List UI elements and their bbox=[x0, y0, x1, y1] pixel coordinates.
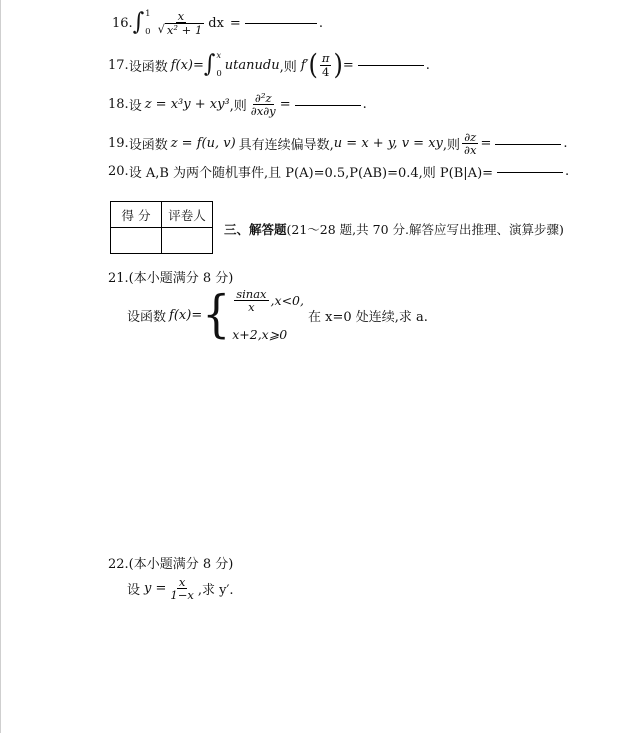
question-number: 18. bbox=[108, 97, 129, 113]
sqrt-radicand: x² + 1 bbox=[166, 23, 203, 38]
substitution-expression: u = x + y, v = xy bbox=[333, 136, 443, 152]
left-paren: ( bbox=[308, 48, 318, 82]
case-1 bbox=[232, 288, 304, 313]
connector-text: ,则 bbox=[442, 138, 461, 154]
question-22-header bbox=[108, 553, 233, 572]
piecewise-cases bbox=[232, 288, 304, 342]
grader-cell[interactable] bbox=[162, 228, 213, 254]
question-19: 19. 设函数 z = f(u, v) 具有连续偏导数, u = x + y, v = xy ,则 $\frac{\partial z}{\partial x}$ = . bbox=[108, 130, 568, 158]
question-number: 20. bbox=[108, 164, 129, 179]
question-header: 22.(本小题满分 8 分) bbox=[108, 557, 234, 572]
section-note: (21～28 题,共 70 分.解答应写出推理、演算步骤) bbox=[286, 222, 564, 237]
connector-text: ,则 bbox=[229, 99, 247, 115]
page-left-edge bbox=[0, 0, 1, 733]
integrand-fraction bbox=[156, 10, 207, 36]
answer-blank[interactable] bbox=[497, 171, 563, 173]
section-heading bbox=[224, 220, 564, 238]
lower-limit: 0 bbox=[216, 68, 222, 79]
partial-derivative-fraction bbox=[249, 92, 278, 117]
equals-sign: = bbox=[193, 57, 204, 73]
integral-limits bbox=[216, 52, 221, 78]
question-21-header bbox=[108, 267, 233, 286]
question-tail: 在 x=0 处连续,求 a. bbox=[307, 309, 428, 325]
integral-sign: ∫ bbox=[203, 50, 216, 79]
fraction-numerator: π bbox=[321, 51, 330, 66]
partial-derivative-fraction bbox=[462, 131, 478, 156]
fraction-numerator: x bbox=[177, 9, 185, 23]
equals-sign: = bbox=[279, 97, 291, 113]
question-number: 19. bbox=[108, 136, 129, 152]
question-text: 设 bbox=[127, 583, 141, 599]
function-expression: z = f(u, v) bbox=[170, 136, 236, 152]
argument-fraction bbox=[320, 52, 332, 77]
grader-header: 评卷人 bbox=[162, 202, 213, 228]
answer-blank[interactable] bbox=[358, 64, 424, 66]
left-brace: { bbox=[202, 285, 231, 344]
fraction-denominator: ∂x∂y bbox=[250, 104, 276, 119]
sqrt: √ x² + 1 bbox=[157, 22, 203, 38]
question-16: 16. ∫ 1 0 x √ x² + 1 dx = . bbox=[112, 8, 323, 38]
integral-sign: ∫ bbox=[132, 8, 145, 37]
answer-blank[interactable] bbox=[495, 143, 561, 145]
answer-blank[interactable] bbox=[245, 22, 317, 24]
question-number: 17. bbox=[108, 57, 129, 73]
integrand: utanudu bbox=[224, 57, 280, 73]
right-paren: ) bbox=[333, 48, 343, 82]
case-2: x+2,x⩾0 bbox=[232, 327, 288, 342]
upper-limit: 1 bbox=[145, 9, 151, 20]
function-expression: y = bbox=[144, 581, 167, 597]
fraction-denominator: 1−x bbox=[170, 588, 194, 603]
case-1-condition: ,x<0, bbox=[270, 293, 304, 309]
case-1-fraction bbox=[234, 288, 268, 313]
fraction-numerator: ∂z bbox=[464, 130, 477, 144]
answer-blank[interactable] bbox=[295, 104, 361, 106]
derivative-name: f′ bbox=[300, 57, 309, 73]
question-text: 设函数 bbox=[127, 309, 167, 325]
fraction-numerator: sinax bbox=[236, 287, 267, 301]
fraction-denominator: x bbox=[248, 300, 255, 315]
question-22-body bbox=[127, 576, 234, 601]
differential: dx bbox=[208, 15, 224, 31]
question-20: 20. 设 A,B 为两个随机事件,且 P(A)=0.5,P(AB)=0.4,则 P(B|A)= . bbox=[108, 164, 570, 181]
integral-limits bbox=[145, 10, 150, 36]
question-text-2: 具有连续偏导数, bbox=[238, 138, 334, 154]
fraction-numerator: ∂²z bbox=[254, 91, 272, 105]
question-text: 设 bbox=[128, 99, 142, 115]
score-table bbox=[110, 201, 213, 254]
equals-sign: = bbox=[342, 57, 354, 73]
fraction-numerator: x bbox=[178, 575, 186, 589]
score-cell[interactable] bbox=[111, 228, 162, 254]
section-title: 三、解答题 bbox=[224, 222, 287, 237]
function-name: f(x) bbox=[169, 307, 192, 323]
fraction-denominator: ∂x bbox=[464, 143, 477, 158]
question-21-body bbox=[127, 285, 428, 344]
connector-text: ,则 bbox=[279, 59, 297, 75]
question-header: 21.(本小题满分 8 分) bbox=[108, 271, 234, 286]
equals-sign: = bbox=[191, 307, 203, 323]
equals-sign: = bbox=[229, 15, 241, 31]
equals-sign: = bbox=[480, 136, 492, 152]
question-text: 设函数 bbox=[128, 59, 168, 75]
function-name: f(x) bbox=[170, 57, 193, 73]
score-header: 得 分 bbox=[111, 202, 162, 228]
question-text: 设函数 bbox=[128, 138, 168, 154]
lower-limit: 0 bbox=[145, 26, 151, 37]
fraction-denominator: 4 bbox=[321, 64, 330, 79]
question-number: 16. bbox=[112, 15, 133, 31]
question-17: 17. 设函数 f(x) = ∫ x 0 utanudu ,则 f′ ( $\frac{\pi}{4}$ ) = . bbox=[108, 48, 430, 82]
function-fraction bbox=[168, 576, 195, 601]
question-text: 设 A,B 为两个随机事件,且 P(A)=0.5,P(AB)=0.4,则 P(B|A)= bbox=[128, 166, 494, 181]
function-expression: z = x³y + xy³ bbox=[144, 97, 230, 113]
question-tail: ,求 y′. bbox=[197, 583, 234, 599]
question-18: 18. 设 z = x³y + xy³ ,则 $\frac{\text{∂²z}}{\partial x\partial y}$ = . bbox=[108, 91, 367, 119]
fraction-denominator bbox=[156, 23, 207, 36]
upper-limit: x bbox=[216, 51, 222, 61]
